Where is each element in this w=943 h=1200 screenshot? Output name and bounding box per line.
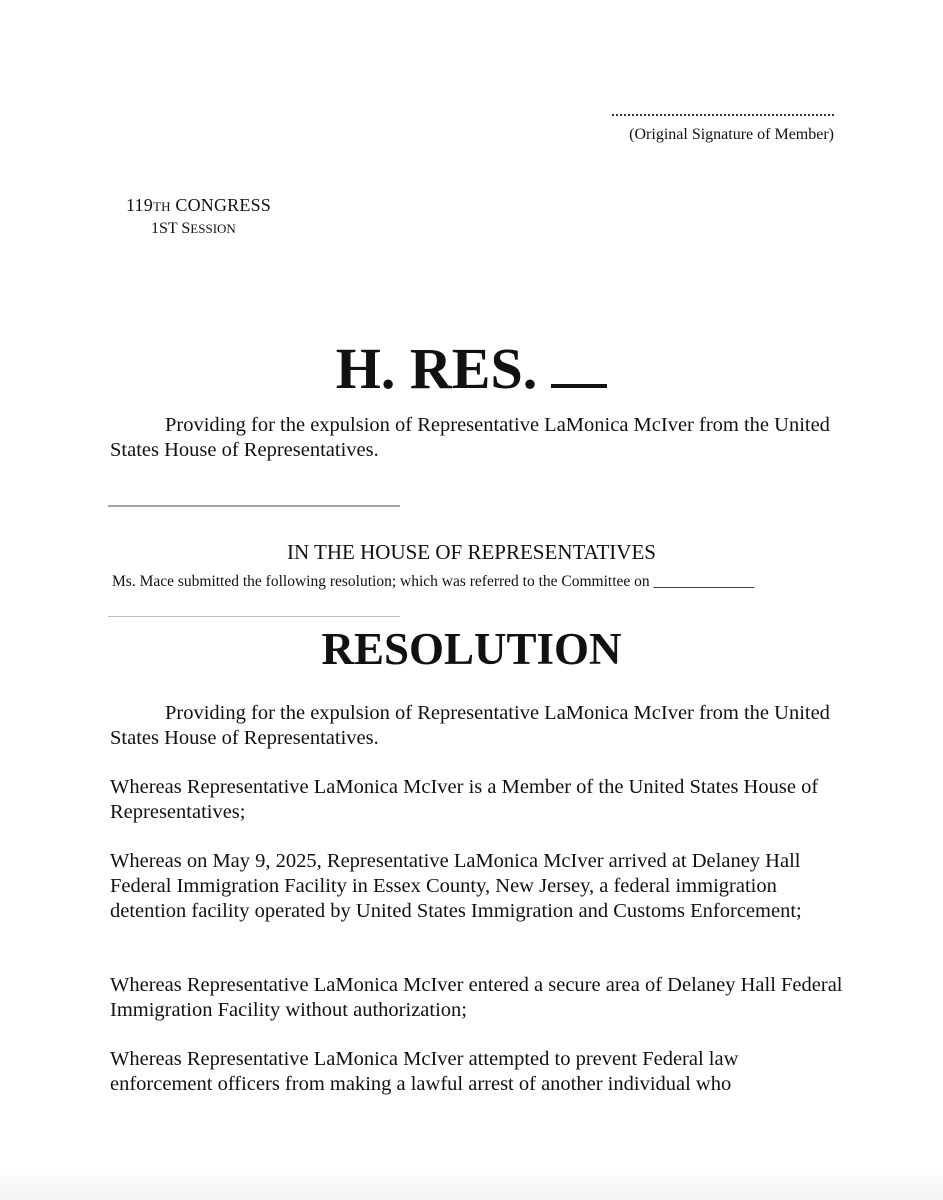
session-initial: S xyxy=(181,220,191,237)
whereas-clause: Whereas Representative LaMonica McIver entered a secure area of Delaney Hall Federal Immigration Facility without authorization; xyxy=(110,974,843,1021)
resolving-title: Providing for the expulsion of Representative LaMonica McIver from the United States House of Representatives. xyxy=(110,702,830,749)
congress-word: CONGRESS xyxy=(175,195,272,215)
resolution-heading: RESOLUTION xyxy=(321,624,622,674)
signature-line xyxy=(612,100,834,116)
bill-title: Providing for the expulsion of Representative LaMonica McIver from the United States House of Representatives. xyxy=(110,414,830,461)
page-bottom-shadow xyxy=(0,1166,943,1200)
whereas-clause: Whereas Representative LaMonica McIver is a Member of the United States House of Representatives; xyxy=(110,776,819,823)
bill-number-blank xyxy=(551,322,607,388)
whereas-clause: Whereas on May 9, 2025, Representative LaMonica McIver arrived at Delaney Hall Federal Immigration Facility in Essex County, New Jersey, a federal immigration detention facility operated by United States Immigration and Customs Enforcement; xyxy=(110,850,802,922)
signature-caption: (Original Signature of Member) xyxy=(629,126,834,143)
submitted-statement: Ms. Mace submitted the following resolution; which was referred to the Committee on _____________ xyxy=(112,573,755,590)
house-heading: IN THE HOUSE OF REPRESENTATIVES xyxy=(287,540,656,564)
whereas-clause: Whereas Representative LaMonica McIver attempted to prevent Federal law enforcement officers from making a lawful arrest of another individual who xyxy=(110,1048,739,1095)
session-number: 1ST xyxy=(151,220,178,237)
session-label xyxy=(151,220,236,238)
congress-number: 119 xyxy=(126,195,153,215)
bill-number-text: H. RES. xyxy=(335,336,538,401)
congress-label xyxy=(126,195,271,216)
divider-rule xyxy=(108,616,400,617)
bill-number-heading xyxy=(0,322,943,404)
session-rest: ESSION xyxy=(190,221,236,236)
congress-suffix: TH xyxy=(152,199,171,214)
divider-rule xyxy=(108,505,400,507)
